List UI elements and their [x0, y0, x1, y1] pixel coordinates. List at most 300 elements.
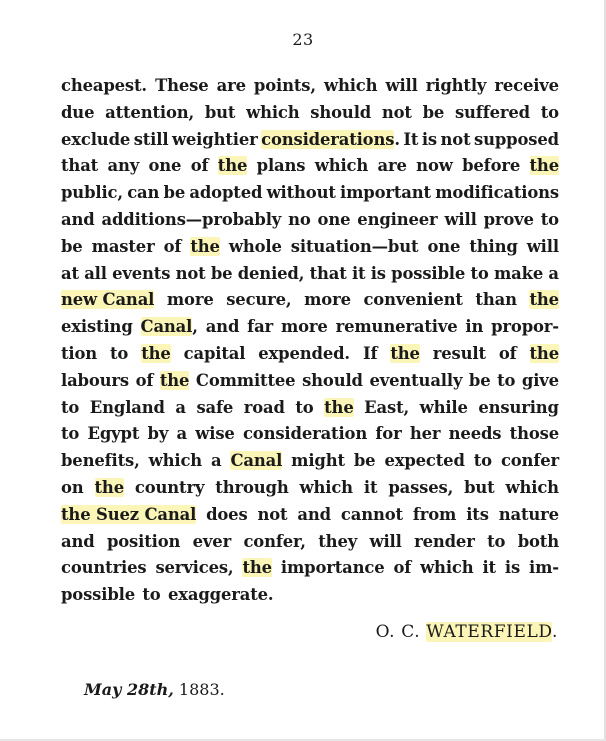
word-group — [466, 502, 489, 529]
word: which — [299, 477, 353, 497]
word-group — [487, 529, 505, 556]
word: prove — [483, 209, 534, 229]
word-group — [261, 127, 400, 154]
word: position — [106, 531, 181, 551]
highlighted-word: Canal — [140, 317, 193, 337]
word-group — [107, 153, 139, 180]
word: denied, — [237, 263, 305, 283]
word: more — [280, 317, 328, 337]
word-group — [465, 314, 483, 341]
word: services, — [155, 558, 234, 578]
text-line — [61, 529, 559, 556]
highlighted-word: new Canal — [61, 290, 155, 310]
word: whole — [228, 236, 282, 256]
word-group — [167, 287, 214, 314]
word-group — [61, 555, 147, 582]
word: one — [148, 156, 182, 176]
text-line — [61, 314, 559, 341]
word-group — [369, 368, 462, 395]
word-group — [61, 207, 95, 234]
word: public, — [61, 183, 123, 203]
word: attention, — [105, 102, 195, 122]
word-group — [254, 73, 316, 100]
word: her — [409, 424, 441, 444]
word: not — [381, 102, 412, 122]
word: not — [175, 263, 206, 283]
word: confer, — [243, 531, 306, 551]
word-group — [304, 287, 351, 314]
word: to — [61, 424, 80, 444]
word-group — [155, 73, 208, 100]
word-group — [61, 421, 79, 448]
highlighted-word: the — [242, 558, 272, 578]
word: through — [215, 477, 289, 497]
word: its — [466, 504, 489, 524]
text-line — [61, 368, 559, 395]
signature-surname: WATERFIELD — [426, 622, 552, 642]
word-group — [499, 341, 517, 368]
word-group — [230, 448, 282, 475]
highlighted-word: the Suez Canal — [61, 504, 197, 524]
word: are — [216, 76, 246, 95]
word-group — [61, 100, 94, 127]
text-line — [61, 234, 559, 261]
word: for — [375, 424, 402, 444]
word: of — [498, 343, 517, 363]
word-group — [364, 475, 378, 502]
word-group — [482, 555, 496, 582]
word-group — [149, 448, 202, 475]
word-group — [416, 153, 453, 180]
word: country — [134, 477, 205, 497]
word-group — [61, 368, 129, 395]
word: more — [304, 290, 351, 310]
word: give — [521, 370, 559, 390]
word: than — [475, 290, 517, 310]
word-group — [247, 314, 273, 341]
word-group — [441, 127, 471, 154]
word: one — [317, 209, 351, 229]
word-group — [318, 207, 351, 234]
highlighted-word: the — [529, 343, 559, 363]
text-line — [61, 341, 559, 368]
word: Committee — [195, 370, 296, 390]
word-group — [61, 341, 97, 368]
word: to — [470, 263, 489, 283]
word: any — [107, 156, 140, 176]
word-group — [423, 100, 445, 127]
word-group — [149, 153, 182, 180]
word-group — [246, 100, 299, 127]
word: will — [385, 76, 418, 95]
word: rightly — [425, 76, 487, 95]
text-line — [61, 555, 559, 582]
word: to — [497, 370, 516, 390]
word-group — [90, 395, 165, 422]
word-group — [354, 448, 376, 475]
word: be — [468, 370, 491, 390]
word: by — [147, 424, 169, 444]
word-group — [160, 368, 189, 395]
word-group — [110, 341, 128, 368]
word: it — [482, 558, 496, 578]
word-group — [357, 207, 437, 234]
word: far — [247, 317, 274, 337]
word: If — [362, 343, 378, 363]
highlighted-word: Canal — [230, 451, 283, 471]
word-group — [164, 180, 186, 207]
word: expected — [384, 451, 465, 471]
word-group — [364, 395, 409, 422]
word: which — [148, 451, 203, 471]
word-group — [494, 73, 559, 100]
word: eventually — [369, 370, 463, 390]
highlighted-word: the — [390, 343, 420, 363]
word: more — [166, 290, 214, 310]
word-group — [190, 234, 219, 261]
word: weightier — [171, 129, 258, 149]
word-group — [95, 475, 124, 502]
highlighted-word: the — [141, 343, 171, 363]
word: not — [257, 504, 288, 524]
text-line — [61, 448, 559, 475]
word-group — [211, 448, 221, 475]
word-group — [196, 395, 233, 422]
word-group — [527, 234, 559, 261]
word-group — [61, 529, 95, 556]
word-group — [403, 127, 418, 154]
word: render — [414, 531, 475, 551]
word-group — [449, 421, 502, 448]
word-group — [191, 153, 209, 180]
word: cheapest. — [61, 76, 147, 95]
word: convenient — [363, 290, 463, 310]
word: importance — [280, 558, 385, 578]
text-line — [61, 287, 559, 314]
word-group — [172, 127, 258, 154]
text-line — [61, 127, 559, 154]
word-group — [141, 341, 170, 368]
text-line — [61, 73, 559, 100]
word-group — [291, 234, 419, 261]
word-group — [61, 153, 98, 180]
highlighted-word: the — [529, 156, 559, 176]
word: adopted — [189, 183, 263, 203]
word-group — [302, 368, 363, 395]
word: engineer — [357, 209, 438, 229]
word-group — [205, 100, 236, 127]
word: is — [504, 558, 521, 578]
word: important — [340, 183, 431, 203]
word: master — [91, 236, 155, 256]
word-group — [148, 421, 169, 448]
word: which — [246, 102, 300, 122]
word-group — [388, 475, 453, 502]
word-group — [267, 180, 336, 207]
word-group — [206, 314, 240, 341]
word: which — [420, 558, 474, 578]
word-group — [206, 502, 247, 529]
word-group — [484, 207, 534, 234]
word: to — [540, 209, 559, 229]
word-group — [229, 234, 282, 261]
word-group — [391, 261, 465, 288]
word: road — [243, 397, 285, 417]
word: capital — [183, 343, 246, 363]
word: , — [192, 317, 198, 337]
word-group — [291, 448, 345, 475]
word: supposed — [474, 129, 559, 149]
date-month-day: May 28th, — [84, 680, 174, 699]
word-group — [478, 395, 559, 422]
word-group — [297, 502, 331, 529]
word-group — [464, 475, 495, 502]
word-group — [541, 207, 559, 234]
word-group — [135, 475, 204, 502]
word: one — [427, 236, 461, 256]
word: receive — [494, 76, 559, 95]
word: exaggerate. — [167, 585, 274, 605]
word-group — [176, 261, 206, 288]
word-group — [474, 127, 559, 154]
text-line — [61, 207, 559, 234]
word: possible — [61, 585, 135, 605]
word: of — [393, 558, 412, 578]
word-group — [324, 73, 377, 100]
word-group — [420, 395, 468, 422]
word: to — [142, 585, 161, 605]
word: It — [403, 129, 419, 149]
highlighted-word: the — [190, 236, 220, 256]
word-group — [257, 153, 306, 180]
word: is — [370, 263, 386, 283]
word: and — [61, 209, 95, 229]
word-group — [288, 207, 311, 234]
text-line — [61, 100, 559, 127]
word-group — [506, 475, 559, 502]
word: before — [462, 156, 521, 176]
word: needs — [448, 424, 502, 444]
highlighted-word: the — [94, 477, 124, 497]
signature — [300, 622, 558, 642]
word: of — [135, 370, 154, 390]
word-group — [529, 555, 559, 582]
word-group — [257, 502, 287, 529]
word-group — [281, 314, 328, 341]
highlighted-word: the — [217, 156, 248, 176]
word: im- — [529, 558, 559, 578]
word-group — [107, 529, 180, 556]
word-group — [105, 100, 194, 127]
word-group — [393, 555, 411, 582]
word-group — [529, 287, 558, 314]
word-group — [112, 261, 170, 288]
word-group — [193, 529, 231, 556]
word-group — [61, 582, 135, 609]
word: cannot — [340, 504, 403, 524]
word: of — [190, 156, 209, 176]
word-group — [497, 368, 515, 395]
text-line — [61, 475, 559, 502]
word: that — [61, 156, 99, 176]
word-group — [341, 502, 403, 529]
word-group — [61, 180, 123, 207]
word: secure, — [226, 290, 292, 310]
word-group — [375, 421, 401, 448]
highlighted-word: the — [529, 290, 559, 310]
word: remunerative — [335, 317, 458, 337]
word-group — [238, 261, 305, 288]
word-group — [61, 261, 79, 288]
word: confer — [500, 451, 559, 471]
word-group — [61, 502, 196, 529]
word: that — [309, 263, 347, 283]
word-group — [141, 314, 198, 341]
word: to — [487, 531, 506, 551]
date-year: 1883. — [178, 680, 225, 699]
word: to — [473, 451, 492, 471]
word-group — [61, 475, 84, 502]
word: to — [540, 102, 559, 122]
word: additions—probably — [101, 209, 282, 229]
word: it — [351, 263, 366, 283]
word-group — [61, 234, 83, 261]
word-group — [522, 368, 559, 395]
word-group — [300, 475, 353, 502]
word: now — [416, 156, 453, 176]
word: a — [175, 397, 186, 417]
word-group — [243, 421, 367, 448]
word-group — [281, 555, 385, 582]
word-group — [469, 234, 517, 261]
word: make — [493, 263, 544, 283]
signature-initials: O. C. — [375, 622, 421, 642]
word-group — [433, 341, 486, 368]
word: from — [412, 504, 457, 524]
highlighted-word: considerations — [261, 129, 395, 149]
word: possible — [391, 263, 466, 283]
word: might — [291, 451, 345, 471]
word-group — [370, 529, 402, 556]
word: in — [465, 317, 484, 337]
word-group — [444, 207, 476, 234]
body-text — [61, 73, 559, 609]
text-line — [61, 582, 559, 609]
word: These — [155, 76, 209, 95]
word: points, — [253, 76, 316, 95]
word-group — [310, 100, 371, 127]
word: a — [176, 424, 187, 444]
word-group — [61, 127, 130, 154]
word-group — [242, 555, 271, 582]
word-group — [469, 368, 491, 395]
word-group — [499, 502, 559, 529]
word-group — [177, 421, 187, 448]
word: should — [310, 102, 372, 122]
word: situation—but — [290, 236, 419, 256]
word: be — [210, 263, 233, 283]
word: but — [204, 102, 236, 122]
word-group — [541, 100, 559, 127]
word-group — [196, 368, 296, 395]
word-group — [378, 153, 407, 180]
word-group — [530, 153, 559, 180]
word-group — [61, 448, 140, 475]
word: safe — [196, 397, 234, 417]
word: propor- — [491, 317, 559, 337]
word: plans — [256, 156, 306, 176]
word: is — [421, 129, 438, 149]
word-group — [215, 475, 288, 502]
word-group — [195, 421, 234, 448]
word-group — [475, 287, 516, 314]
word: which — [314, 156, 369, 176]
word: due — [61, 102, 95, 122]
word-group — [168, 582, 273, 609]
word: and — [297, 504, 331, 524]
word: suffered — [454, 102, 530, 122]
word: modifications — [435, 183, 559, 203]
word-group — [175, 395, 185, 422]
word-group — [88, 421, 140, 448]
word-group — [310, 261, 347, 288]
word-group — [134, 127, 169, 154]
word: will — [444, 209, 477, 229]
word: are — [377, 156, 407, 176]
word-group — [462, 153, 520, 180]
word-group — [336, 314, 458, 341]
word: on — [61, 477, 84, 497]
word: England — [89, 397, 165, 417]
word-group — [390, 341, 419, 368]
word: will — [369, 531, 402, 551]
text-line — [61, 502, 559, 529]
word-group — [217, 73, 246, 100]
word-group — [340, 180, 431, 207]
word: countries — [61, 558, 147, 578]
word: does — [206, 504, 248, 524]
word-group — [84, 261, 107, 288]
date-line — [84, 680, 225, 699]
word-group — [155, 555, 233, 582]
text-line — [61, 395, 559, 422]
word-group — [244, 395, 285, 422]
word: ever — [192, 531, 232, 551]
word-group — [518, 529, 559, 556]
word: Egypt — [87, 424, 140, 444]
word-group — [324, 395, 353, 422]
word-group — [258, 341, 350, 368]
word: tion — [61, 343, 98, 363]
word-group — [226, 287, 291, 314]
word: which — [324, 76, 378, 95]
word-group — [363, 287, 462, 314]
word-group — [127, 180, 159, 207]
word: will — [526, 236, 559, 256]
word-group — [164, 234, 182, 261]
word: East, — [364, 397, 410, 417]
word: a — [211, 451, 222, 471]
word-group — [352, 261, 366, 288]
word: to — [110, 343, 129, 363]
word: consideration — [242, 424, 368, 444]
word-group — [211, 261, 233, 288]
word: they — [318, 531, 358, 551]
word: should — [302, 370, 363, 390]
highlighted-word: the — [159, 370, 190, 390]
word-group — [530, 341, 559, 368]
page-number: 23 — [292, 30, 314, 49]
